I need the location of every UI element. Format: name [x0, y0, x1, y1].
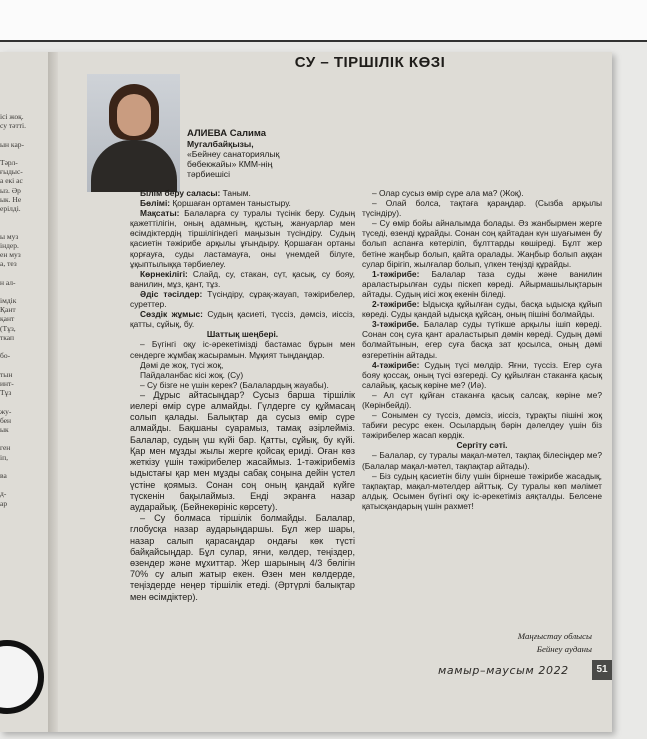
edge-text-line: ык. Не [0, 194, 22, 204]
edge-text-line [0, 342, 46, 351]
paragraph [130, 188, 355, 198]
edge-text-line: ыз. Әр [0, 185, 21, 195]
edge-text-line: імдік [0, 296, 17, 306]
paragraph-label: Сөздік жұмыс: [140, 309, 203, 320]
edge-text-line: жу- [0, 406, 12, 416]
location-district: Бейнеу ауданы [536, 644, 592, 654]
top-bar [0, 0, 647, 42]
paragraph-label: Мақсаты: [140, 208, 180, 219]
paragraph-text: – Дұрыс айтасыңдар? Сусыз барша тіршілік иелері өмір сүре алмайды. Гүлдерге су құймасаң солып қалады. Балықтар да сусыз өмір сүре алмайды. Бақшаны суарамыз, тамақ әзірлейміз. Балалар, судың үш күйі бар. Қатты, сұйық, бу күйі. Қар мен мұзды жылы жерге қойсақ ериді. Оған көз жеткізу үшін тәжірибелер жасаймыз. 1-тәжірибеміз ыдыстағы қар мен мұзды сабақ соңына дейін үстел үстіне қоямыз. Сонан соң оның қандай күйге түскенін бақылаймыз. Енді экранға назар аударайық. (Бейнекөрініс көрсету). [130, 389, 355, 512]
paragraph [130, 269, 355, 289]
edge-text-line [0, 462, 46, 471]
issue-footer: мамыр–маусым 2022 [438, 664, 569, 677]
paragraph-text: – Ал сүт құйған стаканға қасық салсақ, көріне ме? (Көрінбейді). [362, 389, 602, 410]
author-position: тәрбиешісі [187, 169, 231, 179]
edge-text-line: ен муз [0, 250, 21, 260]
paragraph [362, 471, 602, 511]
edge-text-line: ерілді. [0, 204, 21, 214]
paragraph-text: – Балалар, су туралы мақал-мәтел, тақпақ білесіңдер ме? (Балалар мақал-мәтел, тақпақтар айтады). [362, 450, 602, 471]
paragraph-text: Балаларға су туралы түсінік беру. Судың қажеттілігін, оның адамның, құстың, жануарлар мен өсімдіктердің тіршілігіндегі маңызын түсіндіру. Судың қасиетін тәжірибе арқылы ұғындыру. Қоршаған ортаны қорғауға, суды ластамауға, оны үнемдей білуге, ұқыптылыққа тәрбиелеу. [130, 208, 355, 269]
article-title: СУ – ТІРШІЛІК КӨЗІ [294, 54, 446, 71]
edge-text-line: ген [0, 443, 11, 453]
edge-text-line [0, 149, 46, 158]
paragraph-label: Білім беру саласы: [140, 188, 221, 198]
edge-text-line: су тәтті. [0, 121, 26, 131]
edge-text-line: іп, [0, 452, 8, 462]
edge-text-line [0, 360, 46, 369]
edge-text-line: індер. [0, 240, 19, 250]
paragraph-text: – Біз судың қасиетін білу үшін бірнеше тәжірибе жасадық, тақпақтар, мақал-мәтелдер айттық. Су туралы көп мәлімет алдық. Осымен бүгінгі оқу іс-әрекетіміз аяқталды. Белсене қатысқандарың үшін рахмет! [362, 470, 602, 511]
edge-text-line: ын кар- [0, 139, 25, 149]
paragraph [130, 198, 355, 208]
edge-text-line: бен [0, 415, 12, 425]
paragraph-label: Сергіту сәті. [456, 440, 508, 451]
edge-text-line: а, тез [0, 259, 17, 269]
edge-text-line: Тәрл- [0, 158, 18, 168]
edge-text-line [0, 480, 46, 489]
paragraph-text: Дәмі де жоқ, түсі жоқ, [140, 359, 224, 370]
article-column-right [362, 188, 602, 511]
page-number: 51 [592, 660, 612, 680]
paragraph-text: Пайдаланбас кісі жоқ. (Су) [140, 369, 244, 380]
paragraph [362, 440, 602, 450]
page-gutter [48, 52, 58, 732]
paragraph [362, 218, 602, 268]
paragraph-text: – Су бізге не үшін керек? (Балалардың жауабы). [140, 379, 329, 390]
edge-text-line [0, 434, 46, 443]
paragraph-text: – Су болмаса тіршілік болмайды. Балалар, глобусқа назар аударыңдаршы. Бұл жер шары, назар салып қарасаңдар ондағы көк түсті байқайсыңдар. Бұл сулар, яғни, көлдер, теңіздер, өзендер және мұхиттар. Жер шарының 4/3 бөлігін 70% су алып жатыр екен. Өзен мен көлдерде, теңіздерде неңер тіршілік етеді. (Әртүрлі балықтар мен өсімдіктер). [130, 513, 355, 602]
paragraph-text: Түсіндіру, сұрақ-жауап, тәжірибелер, суреттер. [130, 288, 355, 310]
edge-text-line [0, 213, 46, 222]
paragraph [362, 269, 602, 299]
paragraph [130, 390, 355, 513]
edge-text-line: Қант [0, 305, 16, 315]
author-block [187, 129, 279, 179]
paragraph [130, 370, 355, 380]
paragraph [362, 188, 602, 198]
edge-text-line: ык [0, 424, 9, 434]
edge-text-line: ткап [0, 332, 15, 342]
paragraph [130, 289, 355, 309]
paragraph [362, 299, 602, 319]
location-signature [518, 630, 592, 656]
edge-text-line: ы муз [0, 231, 19, 241]
paragraph [130, 309, 355, 329]
paragraph-label: Шаттық шеңбері. [206, 329, 279, 340]
paragraph-label: 3-тәжірибе. [372, 319, 419, 330]
paragraph-text: Судың түсі мөлдір. Яғни, түссіз. Егер суға бояу қоссақ, оның түсі өзгереді. Су құйылған стаканға қасық салайық, қасық көріне ме? (Иә). [362, 359, 602, 390]
edge-text-line: Тұз [0, 388, 12, 398]
paragraph [362, 319, 602, 359]
edge-text-line [0, 130, 46, 139]
previous-page-edge-text [0, 112, 46, 508]
edge-text-line: инт- [0, 378, 14, 388]
article-column-left [130, 188, 355, 603]
paragraph-text: – Олар сусыз өмір сүре ала ма? (Жоқ). [372, 188, 524, 198]
edge-text-line: н ал- [0, 277, 16, 287]
paragraph [362, 390, 602, 410]
edge-text-line: қант [0, 314, 15, 324]
author-org-line2: бөбекжайы» КММ-нің [187, 159, 273, 169]
paragraph [130, 360, 355, 370]
paragraph [362, 360, 602, 390]
edge-text-line [0, 222, 46, 231]
edge-text-line: а екі ас [0, 176, 23, 186]
edge-text-line: ва [0, 470, 7, 480]
author-photo [87, 74, 180, 192]
paragraph-text: – Сонымен су түссіз, дәмсіз, иіссіз, тұрақты пішіні жоқ табиғи ресурс екен. Осылардың бәрін дәлелдеу үшін біз тәжірибелер жасап көрдік. [362, 410, 602, 441]
paragraph-text: Судың қасиеті, түссіз, дәмсіз, иіссіз, қатты, сұйық, бу. [130, 309, 355, 330]
edge-text-line [0, 287, 46, 296]
paragraph [362, 410, 602, 440]
magazine-page [0, 52, 612, 732]
paragraph [130, 513, 355, 603]
paragraph-text: Таным. [220, 188, 251, 198]
paragraph-text: Ыдысқа құйылған суды, басқа ыдысқа құйып көреді. Суды қандай ыдысқа құйсаң, оның пішіні болмайды. [362, 299, 602, 320]
paragraph-label: 2-тәжірибе: [372, 299, 420, 310]
paragraph-label: 1-тәжірибе: [372, 268, 420, 279]
paragraph-text: – Олай болса, тақтаға қараңдар. (Сызба арқылы түсіндіру). [362, 198, 602, 219]
paragraph [362, 198, 602, 218]
author-org-line1: «Бейнеу санаториялық [187, 149, 280, 159]
paragraph-text: Қоршаған ортамен таныстыру. [170, 198, 291, 209]
edge-text-line: ғыдыс- [0, 167, 23, 177]
paragraph-text: Балалар суды түтікше арқылы ішіп көреді. Сонан соң суға қант араластырып дәмін көреді. Судың дәмі болмайтынын, егер суға басқа зат қосылса, оның дәмі өзгеретінін айтады. [362, 319, 602, 360]
paragraph-label: Көрнекілігі: [140, 268, 188, 279]
paragraph [130, 329, 355, 339]
paragraph-label: Әдіс тәсілдер: [140, 288, 203, 299]
location-region: Маңғыстау облысы [517, 631, 592, 641]
paragraph [362, 450, 602, 470]
author-name: АЛИЕВА Салима [187, 128, 267, 139]
edge-text-line: ар [0, 498, 8, 508]
paragraph-text: – Бүгінгі оқу іс-әрекетімізді бастамас бұрын мен сендерге жұмбақ жасырамын. Мұқият тыңдаңдар. [130, 339, 355, 360]
paragraph-text: – Су өмір бойы айналымда болады. Әз жанбырмен жерге түседі, өзенді құрайды. Сонан соң қайтадан күн шуағымен бу болып аспанға көтеріліп, бұлттарды көшіреді. Бұлт жер бетіне жаңбыр болып, қайта оралады. Жаңбыр болып аққан сулар бірігіп, жылғалар болып, үлкен теңізді құрайды. [362, 218, 602, 269]
paragraph [130, 380, 355, 390]
paragraph [130, 208, 355, 269]
edge-text-line: (Тұз, [0, 323, 16, 333]
paragraph-label: Бөлімі: [140, 198, 171, 209]
edge-text-line [0, 397, 46, 406]
edge-text-line: д- [0, 489, 7, 499]
edge-text-line [0, 268, 46, 277]
paragraph-text: Балалар таза суды және ванилин араластырылған суды піскеп көреді. Айырмашылықтарын айтады. Судың иісі жоқ екенін біледі. [362, 268, 602, 299]
paragraph-label: 4-тәжірибе: [372, 359, 420, 370]
edge-text-line: тын [0, 369, 13, 379]
edge-text-line: ісі жоқ. [0, 112, 24, 121]
edge-text-line: бо- [0, 351, 11, 361]
paragraph [130, 339, 355, 359]
paragraph-text: Слайд, су, стакан, сүт, қасық, су бояу, ванилин, мұз, қант, тұз. [130, 268, 355, 289]
author-patronymic: Мугалбайқызы, [187, 139, 254, 149]
